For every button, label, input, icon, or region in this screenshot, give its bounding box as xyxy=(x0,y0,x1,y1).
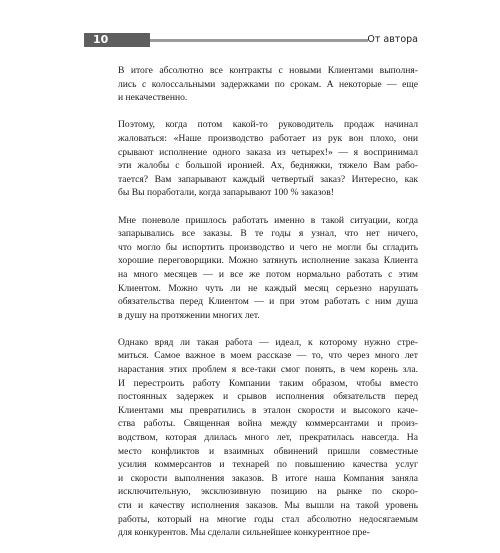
paragraph xyxy=(118,214,418,323)
text-line: Однако вряд ли такая работа — идеал, к которому нужно стре- xyxy=(118,336,418,348)
text-line: постоянных задержек и срывов исполнения обязательств перед xyxy=(118,391,418,403)
text-line: Клиентами мы превратились в эталон скорости и высокого каче- xyxy=(118,404,418,416)
text-line: бы Вы поработали, когда запарывают 100 % заказов! xyxy=(118,187,334,199)
text-line: запарывались все заказы. В те годы я узнал, что нет ничего, xyxy=(118,228,418,240)
text-line: И перестроить работу Компании таким образом, чтобы вместо xyxy=(118,377,418,389)
text-line: и некачественно. xyxy=(118,92,188,104)
text-line: место конфликтов и взаимных обвинений пришли совместные xyxy=(118,445,418,457)
text-line: Мне поневоле пришлось работать именно в такой ситуации, когда xyxy=(118,214,418,226)
text-line: Клиентом. Можно чуть ли не каждый месяц серьезно нарушать xyxy=(118,282,418,294)
section-title: От автора xyxy=(367,34,418,45)
text-line: исключительную, эксклюзивную позицию на рынке по скоро- xyxy=(118,486,418,498)
body-text xyxy=(118,64,418,553)
text-line: срывают исполнение одного заказа из четырех!» — я воспринимал xyxy=(118,146,418,158)
paragraph xyxy=(118,64,418,105)
text-line: усилия коммерсантов и технарей по повышению качества услуг xyxy=(118,459,418,471)
text-line: и скорости выполнения заказов. В итоге наша Компания заняла xyxy=(118,472,418,484)
text-line: хорошие переговорщики. Можно затянуть исполнение заказа Клиента xyxy=(118,255,418,267)
text-line: для конкурентов. Мы сделали сильнейшее конкурентное пре- xyxy=(118,527,370,539)
text-line: ства работы. Священная война между коммерсантами и произ- xyxy=(118,418,418,430)
text-line: в душу на протяжении многих лет. xyxy=(118,309,260,321)
text-line: обязательства перед Клиентом — и при этом работать с ним душа xyxy=(118,296,418,308)
text-line: нарастания этих проблем я все-таки смог понять, в чем корень зла. xyxy=(118,364,418,376)
text-line: водством, которая длилась много лет, прекратилась навсегда. На xyxy=(118,432,418,444)
text-line: лись с колоссальными задержками по срокам. А некоторые — еще xyxy=(118,78,418,90)
text-line: на много месяцев — и все же потом нормально работать с этим xyxy=(118,268,418,280)
text-line: тается? Вам запарывают каждый четвертый заказ? Интересно, как xyxy=(118,173,418,185)
text-line: миться. Самое важное в моем рассказе — то, что через много лет xyxy=(118,350,418,362)
page-header xyxy=(84,33,418,47)
text-line: что могло бы испортить производство и чего не могли бы сгладить xyxy=(118,241,418,253)
text-line: сти и качеству исполнения заказов. Мы вышли на такой уровень xyxy=(118,500,418,511)
text-line: Поэтому, когда потом какой-то руководитель продаж начинал xyxy=(118,119,418,131)
text-line: В итоге абсолютно все контракты с новыми Клиентами выполня- xyxy=(118,65,418,76)
paragraph xyxy=(118,336,418,540)
page-number: 10 xyxy=(84,33,150,47)
text-line: жаловаться: «Наше производство работает из рук вон плохо, они xyxy=(118,132,418,144)
text-line: работы, который на многие годы стал абсолютно недосягаемым xyxy=(118,513,418,525)
text-line: эти жалобы с большой иронией. Ах, бедняжки, тяжело Вам рабо- xyxy=(118,160,418,172)
paragraph xyxy=(118,118,418,200)
header-rule xyxy=(150,39,368,42)
